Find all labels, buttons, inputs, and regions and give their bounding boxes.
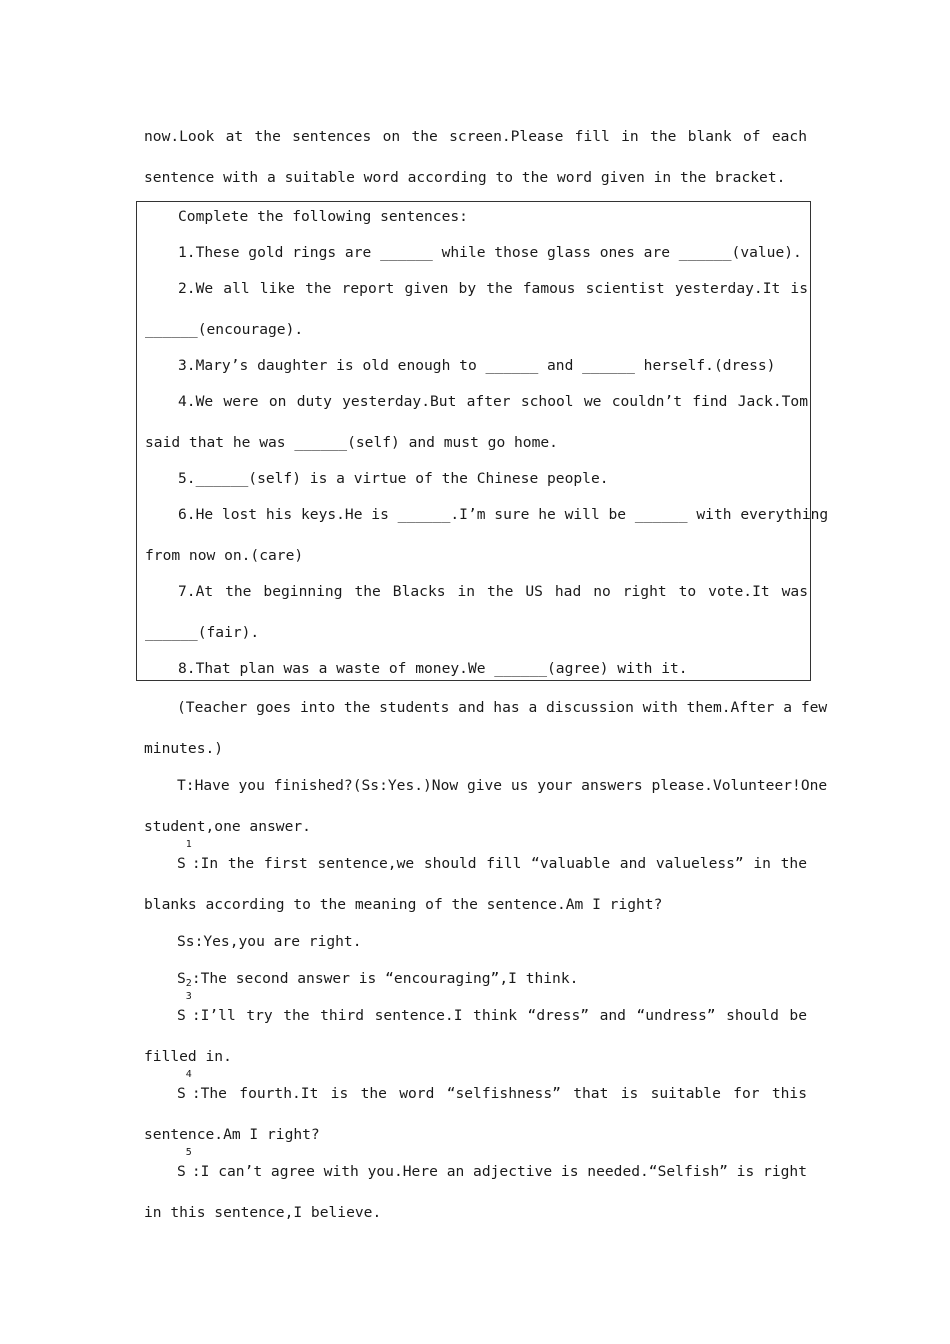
sentence-2-line-2: ______(encourage). [145,321,304,338]
teacher-line-2: student,one answer. [144,818,311,835]
student-2-text: :The second answer is “encouraging”,I think. [191,970,579,987]
student-5-text: :I can’t agree with you.Here an adjective is needed.“Selfish” is right [191,1163,807,1180]
sentence-1: 1.These gold rings are ______ while those glass ones are ______(value). [178,244,802,261]
exercise-box [136,201,829,681]
dialogue-section [144,689,828,1231]
sentence-8: 8.That plan was a waste of money.We ______(agree) with it. [178,660,688,677]
student-3-line-1 [144,991,807,1034]
speaker-label: S [177,1085,186,1102]
sentence-4-line-2: said that he was ______(self) and must go home. [145,434,558,451]
teacher-note-line-1: (Teacher goes into the students and has a discussion with them.After a few [177,699,828,716]
student-2-line [144,960,807,997]
speaker-label: S [177,855,186,872]
class-response: Ss:Yes,you are right. [177,933,362,950]
intro-line-2: sentence with a suitable word according to the word given in the bracket. [144,169,786,186]
intro-paragraph [144,118,807,196]
speaker-label: S [177,970,186,987]
speaker-number: 1 [185,839,192,850]
student-3-text: :I’ll try the third sentence.I think “dress” and “undress” should be [191,1007,807,1024]
student-1-text: :In the first sentence,we should fill “valuable and valueless” in the [191,855,807,872]
sentence-6-line-2: from now on.(care) [145,547,304,564]
sentence-4-line-1: 4.We were on duty yesterday.But after school we couldn’t find Jack.Tom [178,393,808,410]
speaker-label: S [177,1007,186,1024]
speaker-number: 5 [185,1147,192,1158]
student-3-line-2: filled in. [144,1048,232,1065]
student-1-line-1 [144,839,807,882]
teacher-note-line-2: minutes.) [144,740,224,757]
intro-line-1: now.Look at the sentences on the screen.Please fill in the blank of each [144,128,807,145]
student-4-text: :The fourth.It is the word “selfishness” that is suitable for this [191,1085,807,1102]
speaker-number: 2 [185,978,192,989]
sentence-7-line-2: ______(fair). [145,624,260,641]
student-5-line-2: in this sentence,I believe. [144,1204,382,1221]
teacher-line-1: T:Have you finished?(Ss:Yes.)Now give us your answers please.Volunteer!One [177,777,828,794]
student-4-line-1 [144,1069,807,1112]
speaker-label: S [177,1163,186,1180]
sentence-7-line-1: 7.At the beginning the Blacks in the US had no right to vote.It was [178,583,808,600]
sentence-2-line-1: 2.We all like the report given by the famous scientist yesterday.It is [178,280,808,297]
student-1-line-2: blanks according to the meaning of the sentence.Am I right? [144,896,663,913]
exercise-heading: Complete the following sentences: [178,208,468,225]
sentence-6-line-1: 6.He lost his keys.He is ______.I’m sure he will be ______ with everything [178,506,829,523]
sentence-3: 3.Mary’s daughter is old enough to ______ and ______ herself.(dress) [178,357,776,374]
sentence-5: 5.______(self) is a virtue of the Chinese people. [178,470,609,487]
student-4-line-2: sentence.Am I right? [144,1126,320,1143]
speaker-number: 4 [185,1069,192,1080]
speaker-number: 3 [185,991,192,1002]
student-5-line-1 [144,1147,807,1190]
